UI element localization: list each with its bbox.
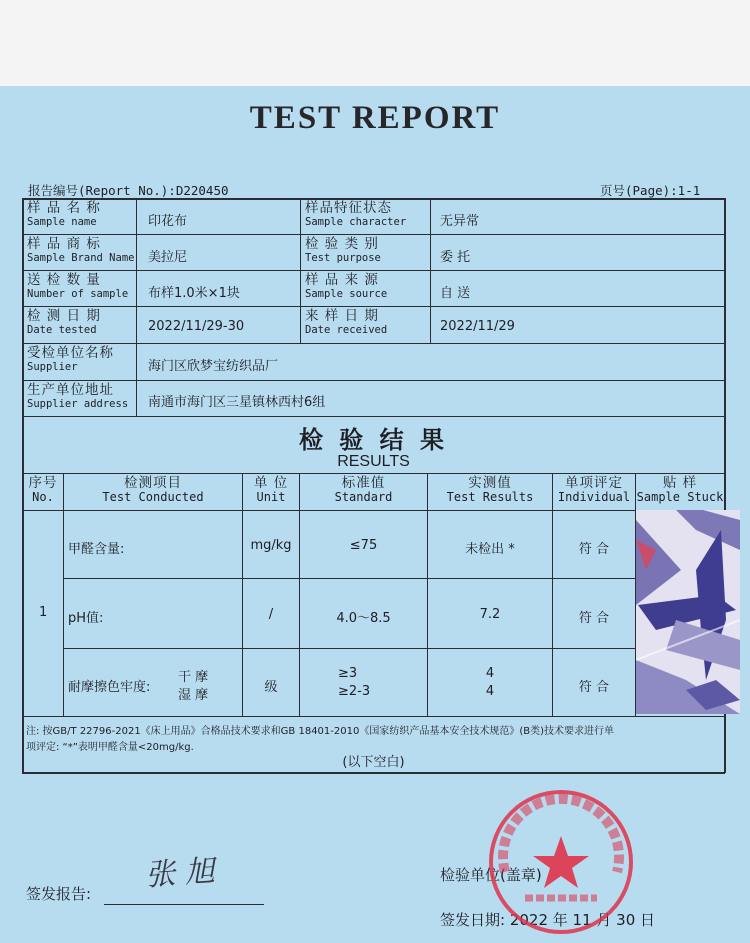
header-no: 序号 No. [28,475,58,504]
label-brand-name: 样 品 商 标 Sample Brand Name [27,236,135,264]
row-divider [22,510,725,511]
value-sample-number: 布样1.0米×1块 [148,286,240,301]
value-supplier-address: 南通市海门区三星镇林西村6组 [148,395,326,410]
row-divider [22,380,725,381]
results-title-en: RESULTS [337,453,410,470]
item-formaldehyde: 甲醛含量: [68,542,125,557]
col-divider [300,198,301,344]
value-brand-name: 美拉尼 [148,250,188,265]
header-test-results: 实测值 Test Results [446,475,534,504]
inspection-unit-label: 检验单位(盖章) [440,866,542,884]
value-sample-name: 印花布 [148,214,188,229]
header-test-conducted: 检测项目 Test Conducted [102,475,204,504]
value-date-tested: 2022/11/29-30 [148,319,245,334]
table-border-bottom [22,772,725,774]
item-ph: pH值: [68,611,104,626]
unit-formaldehyde: mg/kg [250,538,292,553]
label-sample-name: 样 品 名 称 Sample name [27,200,101,228]
rating-ph: 符 合 [578,611,610,626]
value-sample-source: 自 送 [440,286,471,301]
label-test-purpose: 检 验 类 别 Test purpose [305,236,381,264]
result-formaldehyde: 未检出 * [465,542,515,557]
report-number: 报告编号(Report No.):D220450 [28,183,229,198]
row-number: 1 [39,605,48,620]
item-rubbing-fastness: 耐摩擦色牢度: [68,680,151,695]
value-date-received: 2022/11/29 [440,319,515,334]
row-divider [22,306,725,307]
row-divider [22,716,725,717]
page-number: 页号(Page):1-1 [600,183,701,198]
signature-line [104,904,264,905]
result-ph: 7.2 [479,607,501,622]
report-paper [0,86,750,943]
fabric-sample-swatch [636,510,740,714]
handwritten-signature: 张 旭 [144,853,216,894]
label-sample-number: 送 检 数 量 Number of sample [27,272,129,300]
standard-ph: 4.0～8.5 [336,611,391,626]
seal-graphic [485,786,637,938]
result-wet-rubbing: 4 [485,684,495,699]
value-supplier: 海门区欣梦宝纺织品厂 [148,359,279,374]
header-unit: 单 位 Unit [253,475,289,504]
label-supplier-address: 生产单位地址 Supplier address [27,382,129,410]
row-divider [22,416,725,417]
results-title-zh: 检 验 结 果 [298,426,449,454]
unit-rubbing-fastness: 级 [264,680,278,695]
item-wet-rubbing: 湿 摩 [178,688,209,703]
value-test-purpose: 委 托 [440,250,471,265]
note-line-1: 注: 按GB/T 22796-2021《床上用品》合格品技术要求和GB 18401-2010《国家纺织产品基本安全技术规范》(B类)技术要求进行单 [26,726,615,737]
row-divider [63,578,635,579]
blank-below: (以下空白) [342,755,405,770]
header-standard: 标准值 Standard [334,475,393,504]
label-supplier: 受检单位名称 Supplier [27,345,114,373]
value-sample-character: 无异常 [440,214,480,229]
col-divider [430,198,431,344]
header-sample-stuck: 贴 样 Sample Stuck [636,475,724,504]
rating-formaldehyde: 符 合 [578,542,610,557]
rating-rubbing-fastness: 符 合 [578,680,610,695]
note-line-2: 项评定: “*”表明甲醛含量<20mg/kg. [26,742,194,753]
header-individual: 单项评定 Individual [557,475,631,504]
standard-wet-rubbing: ≥2-3 [338,684,371,699]
row-divider [22,343,725,344]
fabric-swatch-graphic [636,510,740,714]
report-title: TEST REPORT [249,100,501,136]
result-dry-rubbing: 4 [485,666,495,681]
col-divider [299,473,300,717]
unit-ph: / [268,607,274,622]
col-divider [136,198,137,417]
official-seal [485,786,637,938]
col-divider [63,473,64,717]
issuer-label: 签发报告: [26,885,92,903]
label-date-received: 来 样 日 期 Date received [305,308,388,336]
standard-dry-rubbing: ≥3 [338,666,358,681]
label-sample-character: 样品特征状态 Sample character [305,200,407,228]
row-divider [63,648,635,649]
item-dry-rubbing: 干 摩 [178,670,209,685]
row-divider [22,270,725,271]
label-date-tested: 检 测 日 期 Date tested [27,308,101,336]
row-divider [22,473,725,474]
standard-formaldehyde: ≤75 [349,538,378,553]
issue-date: 签发日期: 2022 年 11 月 30 日 [440,911,656,929]
row-divider [22,234,725,235]
label-sample-source: 样 品 来 源 Sample source [305,272,388,300]
